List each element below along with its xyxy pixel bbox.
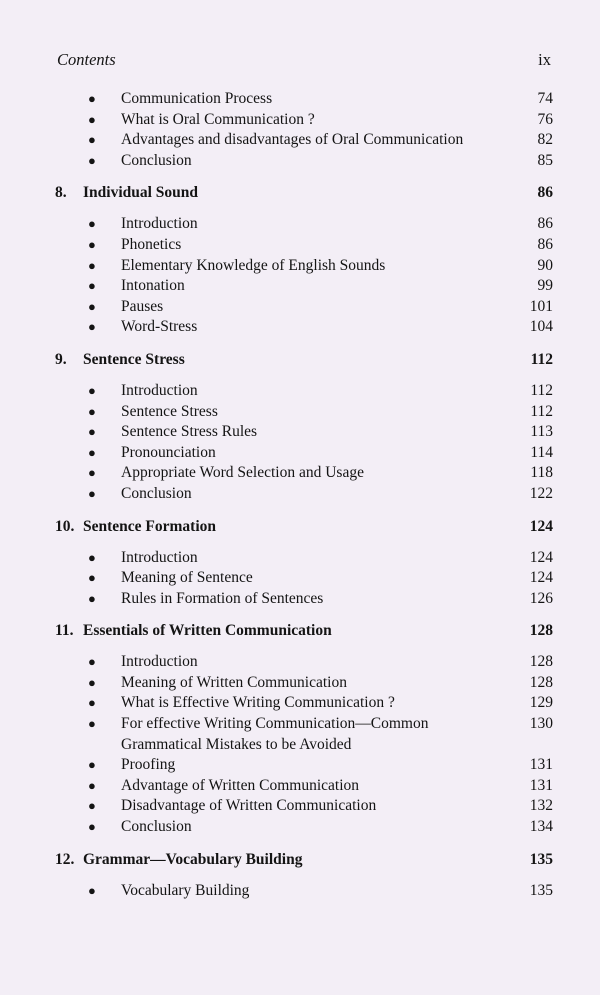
- bullet-icon: ●: [88, 382, 96, 398]
- toc-entry-label: [121, 548, 523, 569]
- toc-entry-label: [121, 110, 523, 131]
- toc-entry-label-line: Pronounciation: [121, 443, 216, 461]
- toc-entry[interactable]: [55, 214, 553, 235]
- toc-entry-label-line: Introduction: [121, 215, 198, 233]
- toc-entry-page-number: 104: [529, 318, 553, 336]
- chapter-title: Grammar—Vocabulary Building: [83, 850, 303, 868]
- toc-entry-page-number: 114: [530, 443, 553, 461]
- toc-entry-label: [121, 402, 523, 423]
- toc-entry[interactable]: [55, 589, 553, 610]
- chapter-number: 10.: [55, 517, 75, 535]
- toc-entry-label: [121, 276, 523, 297]
- bullet-icon: ●: [88, 257, 96, 273]
- table-of-contents: [55, 89, 553, 901]
- chapter-heading[interactable]: [55, 843, 553, 877]
- toc-entry-page-number: 99: [537, 277, 553, 295]
- toc-entry-label-line: Grammatical Mistakes to be Avoided: [121, 735, 352, 753]
- toc-entry-label-line: Rules in Formation of Sentences: [121, 589, 324, 607]
- toc-entry-label: [121, 776, 523, 797]
- toc-entry-page-number: 112: [530, 402, 553, 420]
- bullet-icon: ●: [88, 319, 96, 335]
- toc-entry[interactable]: [55, 151, 553, 172]
- toc-entry-label: [121, 422, 523, 443]
- toc-entry-page-number: 112: [530, 381, 553, 399]
- toc-entry[interactable]: [55, 484, 553, 505]
- bullet-icon: ●: [88, 798, 96, 814]
- bullet-icon: ●: [88, 654, 96, 670]
- bullet-icon: ●: [88, 424, 96, 440]
- toc-entry[interactable]: [55, 652, 553, 673]
- toc-entry-label: [121, 130, 523, 151]
- chapter-page-number: 86: [537, 184, 553, 202]
- toc-entry-label-line: Elementary Knowledge of English Sounds: [121, 256, 386, 274]
- toc-entry-label-line: Phonetics: [121, 235, 182, 253]
- chapter-page-number: 135: [529, 850, 553, 868]
- toc-entry-label-line: For effective Writing Communication—Common: [121, 715, 429, 733]
- toc-entry-label-line: Pauses: [121, 297, 164, 315]
- toc-entry-label-line: Appropriate Word Selection and Usage: [121, 464, 364, 482]
- bullet-icon: ●: [88, 777, 96, 793]
- running-title: Contents: [57, 50, 116, 69]
- toc-entry-page-number: 132: [529, 797, 553, 815]
- chapter-title: Sentence Stress: [83, 350, 185, 368]
- chapter-title: Individual Sound: [83, 184, 199, 202]
- toc-entry-label-line: Sentence Stress Rules: [121, 423, 258, 441]
- bullet-icon: ●: [88, 444, 96, 460]
- toc-entry-label: [121, 589, 523, 610]
- toc-entry-label: [121, 214, 523, 235]
- toc-entry[interactable]: [55, 463, 553, 484]
- toc-entry-page-number: 130: [529, 715, 553, 733]
- toc-entry-label: [121, 568, 523, 589]
- toc-entry[interactable]: [55, 256, 553, 277]
- toc-entry[interactable]: [55, 548, 553, 569]
- toc-entry[interactable]: [55, 381, 553, 402]
- toc-entry-label: [121, 443, 523, 464]
- toc-entry-label-line: Vocabulary Building: [121, 881, 250, 899]
- toc-entry-page-number: 122: [529, 484, 553, 502]
- toc-entry-page-number: 124: [529, 548, 553, 566]
- toc-entry-label: [121, 89, 523, 110]
- toc-entry-page-number: 131: [529, 756, 553, 774]
- bullet-icon: ●: [88, 882, 96, 898]
- bullet-icon: ●: [88, 549, 96, 565]
- bullet-icon: ●: [88, 91, 96, 106]
- toc-entry-page-number: 128: [529, 653, 553, 671]
- toc-entry-label: [121, 714, 523, 755]
- toc-entry-page-number: 86: [537, 215, 553, 233]
- toc-entry-page-number: 85: [537, 151, 553, 169]
- chapter-page-number: 128: [529, 622, 553, 640]
- toc-entry[interactable]: [55, 755, 553, 776]
- toc-entry-page-number: 118: [530, 464, 553, 482]
- chapter-number: 9.: [55, 350, 67, 368]
- toc-entry-page-number: 124: [529, 569, 553, 587]
- toc-entry-label: [121, 297, 523, 318]
- toc-entry[interactable]: [55, 317, 553, 338]
- bullet-icon: ●: [88, 465, 96, 481]
- bullet-icon: ●: [88, 216, 96, 232]
- toc-entry[interactable]: [55, 817, 553, 838]
- toc-entry[interactable]: [55, 130, 553, 151]
- chapter-heading[interactable]: [55, 343, 553, 377]
- page-header: [57, 50, 551, 70]
- toc-entry[interactable]: [55, 276, 553, 297]
- bullet-icon: ●: [88, 570, 96, 586]
- toc-entry-page-number: 131: [529, 776, 553, 794]
- toc-entry-label-line: Conclusion: [121, 484, 192, 502]
- bullet-icon: ●: [88, 236, 96, 252]
- bullet-icon: ●: [88, 716, 96, 732]
- toc-entry-label-line: Conclusion: [121, 818, 192, 836]
- toc-entry-label-line: Introduction: [121, 381, 198, 399]
- toc-entry[interactable]: [55, 673, 553, 694]
- toc-entry-label: [121, 652, 523, 673]
- bullet-icon: ●: [88, 674, 96, 690]
- toc-entry-page-number: 128: [529, 673, 553, 691]
- toc-entry-label-line: Communication Process: [121, 90, 273, 107]
- chapter-heading[interactable]: [55, 176, 553, 210]
- bullet-icon: ●: [88, 695, 96, 711]
- toc-entry-label-line: Sentence Stress: [121, 402, 218, 420]
- bullet-icon: ●: [88, 757, 96, 773]
- toc-entry-label: [121, 796, 523, 817]
- toc-entry-label-line: Advantage of Written Communication: [121, 776, 359, 794]
- toc-entry-label: [121, 235, 523, 256]
- bullet-icon: ●: [88, 403, 96, 419]
- toc-entry-label-line: Conclusion: [121, 151, 192, 169]
- toc-entry-label-line: What is Effective Writing Communication ?: [121, 694, 395, 712]
- chapter-title: Sentence Formation: [83, 517, 217, 535]
- toc-entry-page-number: 82: [537, 131, 553, 149]
- toc-entry-label: [121, 484, 523, 505]
- bullet-icon: ●: [88, 132, 96, 148]
- toc-entry-label-line: Word-Stress: [121, 318, 198, 336]
- toc-entry[interactable]: [55, 110, 553, 131]
- toc-entry-page-number: 101: [529, 297, 553, 315]
- chapter-number: 8.: [55, 184, 67, 202]
- toc-entry-label-line: Introduction: [121, 548, 198, 566]
- bullet-icon: ●: [88, 111, 96, 127]
- bullet-icon: ●: [88, 298, 96, 314]
- toc-entry-label: [121, 463, 523, 484]
- toc-entry[interactable]: [55, 568, 553, 589]
- toc-entry-label: [121, 317, 523, 338]
- toc-entry-page-number: 134: [529, 818, 553, 836]
- chapter-number: 11.: [55, 622, 74, 640]
- toc-entry-label-line: Introduction: [121, 653, 198, 671]
- toc-entry-page-number: 129: [529, 694, 553, 712]
- bullet-icon: ●: [88, 152, 96, 168]
- toc-entry[interactable]: [55, 693, 553, 714]
- toc-entry-page-number: 86: [537, 235, 553, 253]
- toc-entry-label-line: Meaning of Sentence: [121, 569, 253, 587]
- toc-entry-label: [121, 881, 523, 902]
- bullet-icon: ●: [88, 485, 96, 501]
- toc-entry[interactable]: [55, 89, 553, 110]
- toc-entry-label: [121, 256, 523, 277]
- toc-entry-page-number: 126: [529, 589, 553, 607]
- toc-entry-label: [121, 817, 523, 838]
- toc-entry-label-line: Intonation: [121, 277, 185, 295]
- toc-entry-page-number: 135: [529, 881, 553, 899]
- toc-entry-label: [121, 151, 523, 172]
- toc-entry-label-line: Disadvantage of Written Communication: [121, 797, 377, 815]
- bullet-icon: ●: [88, 590, 96, 606]
- toc-entry[interactable]: [55, 443, 553, 464]
- toc-entry-label-line: What is Oral Communication ?: [121, 110, 315, 128]
- toc-entry[interactable]: [55, 235, 553, 256]
- toc-entry[interactable]: [55, 881, 553, 902]
- toc-entry-page-number: 74: [537, 90, 553, 107]
- bullet-icon: ●: [88, 278, 96, 294]
- toc-entry[interactable]: [55, 297, 553, 318]
- toc-entry[interactable]: [55, 422, 553, 443]
- toc-entry-label: [121, 693, 523, 714]
- toc-entry[interactable]: [55, 776, 553, 797]
- toc-entry[interactable]: [55, 714, 553, 755]
- toc-entry-label: [121, 381, 523, 402]
- chapter-page-number: 112: [530, 350, 553, 368]
- chapter-number: 12.: [55, 850, 75, 868]
- bullet-icon: ●: [88, 819, 96, 835]
- chapter-page-number: 124: [529, 517, 553, 535]
- toc-entry-label-line: Meaning of Written Communication: [121, 673, 347, 691]
- toc-entry[interactable]: [55, 796, 553, 817]
- toc-entry[interactable]: [55, 402, 553, 423]
- toc-entry-label-line: Advantages and disadvantages of Oral Communication: [121, 131, 464, 149]
- toc-entry-label: [121, 755, 523, 776]
- toc-entry-page-number: 90: [537, 256, 553, 274]
- chapter-title: Essentials of Written Communication: [83, 622, 332, 640]
- toc-entry-page-number: 76: [537, 110, 553, 128]
- toc-entry-page-number: 113: [530, 423, 553, 441]
- page-number: ix: [538, 50, 551, 69]
- chapter-heading[interactable]: [55, 510, 553, 544]
- toc-entry-label: [121, 673, 523, 694]
- chapter-heading[interactable]: [55, 614, 553, 648]
- toc-entry-label-line: Proofing: [121, 756, 176, 774]
